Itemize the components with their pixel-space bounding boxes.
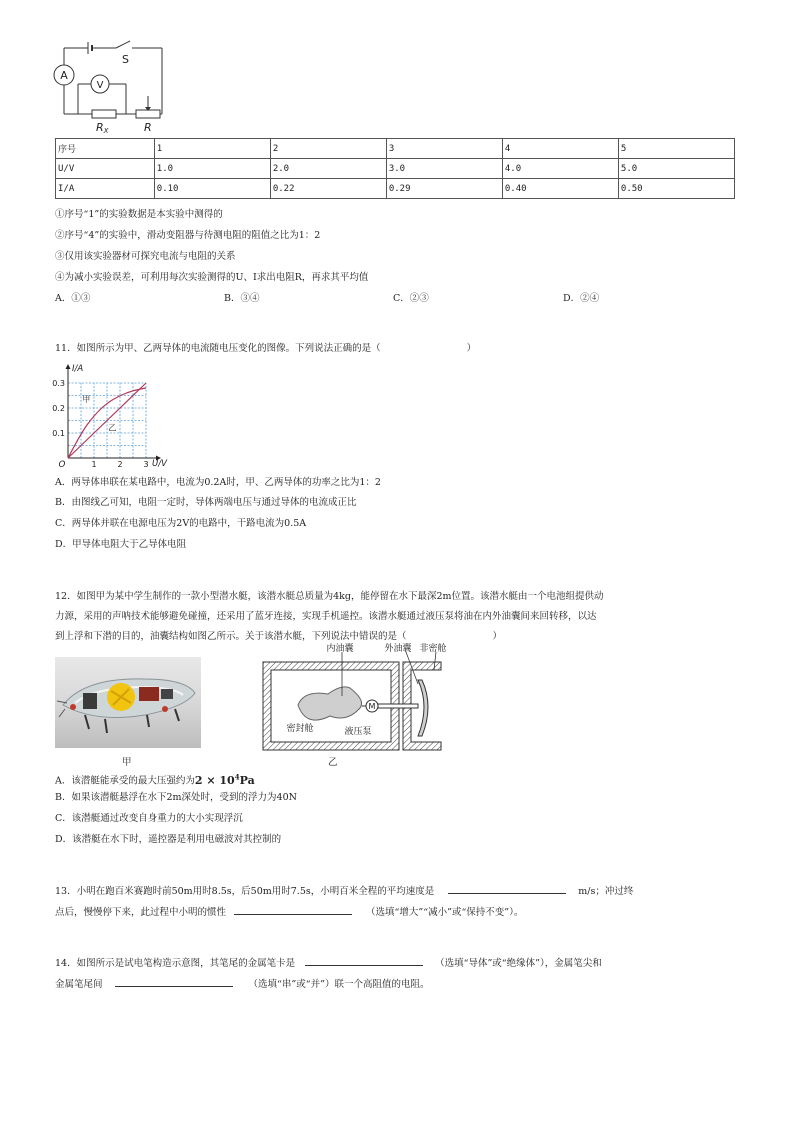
table-cell: 0.29 (386, 179, 502, 199)
x-tick-label: 3 (143, 460, 149, 469)
q11-option-c: C．两导体并联在电源电压为2V的电路中，干路电流为0.5A (55, 518, 307, 529)
table-row (56, 159, 735, 179)
q12-option-b: B．如果该潜艇悬浮在水下2m深处时，受到的浮力为40N (55, 792, 297, 803)
q12-line-2: 力源，采用的声呐技术能够避免碰撞，还采用了蓝牙连接，实现手机遥控。该潜水艇通过液压泵将油在内外油囊间来回转移，以达 (55, 611, 597, 622)
outer-bag-shape (418, 680, 428, 736)
y-tick-label: 0.1 (52, 429, 65, 438)
table-cell: U/V (56, 159, 155, 179)
figure-a-caption: 甲 (122, 757, 132, 768)
oil-bag-diagram (258, 640, 448, 752)
inner-bag-label: 内油囊 (326, 644, 354, 654)
table-cell: 5.0 (618, 159, 734, 179)
answer-blank-speed[interactable] (448, 883, 566, 894)
inner-bag-shape (298, 687, 362, 720)
table-cell: 4.0 (502, 159, 618, 179)
table-cell: 5 (618, 139, 734, 159)
y-axis-label: I/A (72, 364, 84, 374)
option-b: B．③④ (224, 293, 260, 304)
q12-line-3: 到上浮和下潜的目的，油囊结构如图乙所示。关于该潜水艇，下列说法中错误的是（ ） (55, 631, 503, 642)
table-row (56, 179, 735, 199)
q14-line-1: 14．如图所示是试电笔构造示意图，其笔尾的金属笔卡是 （选填“导体”或“绝缘体”），金属笔尖和 (55, 955, 602, 970)
x-axis-label: U/V (152, 459, 167, 469)
pump-label: 液压泵 (344, 727, 372, 737)
q11-option-a: A．两导体串联在某电路中，电流为0.2A时，甲、乙两导体的功率之比为1：2 (55, 477, 381, 488)
circuit-diagram (50, 38, 170, 138)
table-row (56, 139, 735, 159)
r-label: R (144, 121, 152, 134)
data-table (55, 138, 735, 199)
q13-line-1: 13．小明在跑百米赛跑时前50m用时8.5s，后50m用时7.5s，小明百米全程的平均速度是 m/s；冲过终 (55, 883, 633, 898)
table-cell: 0.40 (502, 179, 618, 199)
table-cell: 2.0 (270, 159, 386, 179)
question-11-stem: 11．如图所示为甲、乙两导体的电流随电压变化的图像。下列说法正确的是（ ） (55, 343, 477, 354)
x-tick-label: 1 (91, 460, 97, 469)
y-axis-arrow-icon (66, 364, 71, 369)
table-cell: 1 (154, 139, 270, 159)
option-a: A．①③ (55, 293, 91, 304)
table-cell: 0.50 (618, 179, 734, 199)
x-tick-label: 2 (117, 460, 123, 469)
q12-option-d: D．该潜艇在水下时，遥控器是利用电磁波对其控制的 (55, 834, 282, 845)
table-cell: 1.0 (154, 159, 270, 179)
q13-line-2: 点后，慢慢停下来，此过程中小明的惯性 （选填“增大”“减小”或“保持不变”）。 (55, 904, 523, 919)
q12-option-a: A．该潜艇能承受的最大压强约为$2 \times 10^4Pa$ (55, 772, 255, 787)
sealed-label: 密封舱 (286, 724, 314, 734)
submarine-photo (55, 657, 201, 748)
outer-bag-label: 外油囊 (384, 644, 412, 654)
y-tick-label: 0.2 (52, 404, 65, 413)
q12-option-c: C．该潜艇通过改变自身重力的大小实现浮沉 (55, 813, 243, 824)
table-cell: 序号 (56, 139, 155, 159)
table-cell: 3.0 (386, 159, 502, 179)
statement-2: ②序号“4”的实验中，滑动变阻器与待测电阻的阻值之比为1：2 (55, 230, 321, 241)
voltmeter-label: V (96, 80, 104, 91)
option-c: C．②③ (393, 293, 429, 304)
statement-1: ①序号“1”的实验数据是本实验中测得的 (55, 209, 223, 220)
motor-label: M (368, 702, 376, 711)
answer-blank-series-parallel[interactable] (115, 976, 233, 987)
rx-label: RX (96, 121, 109, 135)
q14-line-2: 金属笔尾间 （选填“串”或“并”）联一个高阻值的电阻。 (55, 976, 429, 991)
table-cell: 3 (386, 139, 502, 159)
table-cell: 2 (270, 139, 386, 159)
q12-line-1: 12．如图甲为某中学生制作的一款小型潜水艇，该潜水艇总质量为4kg，能停留在水下最深2m位置。该潜水艇由一个电池组提供动 (55, 591, 604, 602)
iv-chart (54, 362, 174, 474)
resistor-rx (92, 110, 116, 118)
switch-label: S (122, 53, 129, 66)
table-cell: I/A (56, 179, 155, 199)
q11-option-d: D．甲导体电阻大于乙导体电阻 (55, 539, 187, 550)
origin-label: O (58, 460, 66, 470)
table-cell: 0.22 (270, 179, 386, 199)
table-cell: 0.10 (154, 179, 270, 199)
answer-blank-conductor[interactable] (305, 955, 423, 966)
y-tick-label: 0.3 (52, 379, 65, 388)
q11-option-b: B．由图线乙可知，电阻一定时，导体两端电压与通过导体的电流成正比 (55, 497, 357, 508)
series-label-jia: 甲 (82, 394, 91, 404)
answer-blank-inertia[interactable] (234, 904, 352, 915)
statement-3: ③仅用该实验器材可探究电流与电阻的关系 (55, 251, 236, 262)
series-label-yi: 乙 (108, 423, 117, 433)
ammeter-label: A (60, 69, 68, 82)
option-d: D．②④ (563, 293, 600, 304)
rheostat (136, 110, 160, 118)
statement-4: ④为减小实验误差，可利用每次实验测得的U、I求出电阻R，再求其平均值 (55, 272, 369, 283)
figure-b-caption: 乙 (328, 757, 338, 768)
table-cell: 4 (502, 139, 618, 159)
non-sealed-label: 非密舱 (419, 644, 447, 654)
